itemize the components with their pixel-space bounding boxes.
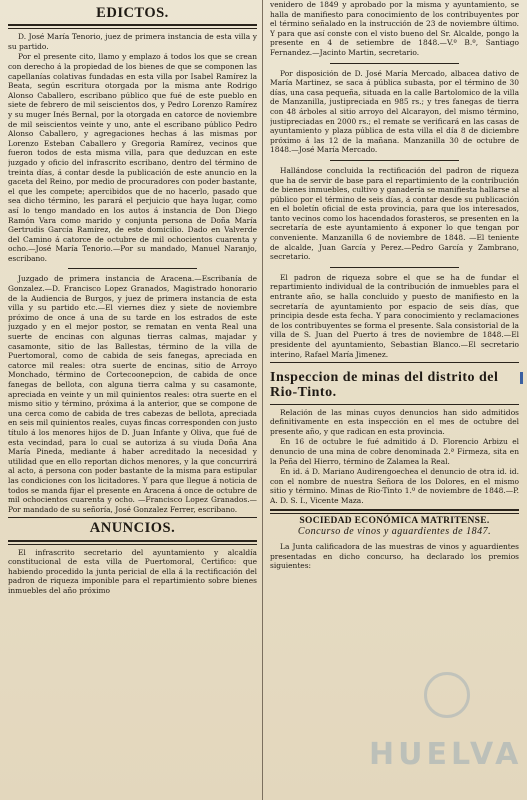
anuncio-1-body: El infrascrito secretario del ayuntamiento y alcaldía constitucional de esta villa de Puertomoral, Certifico: que habiendo procedido la junta pericial de ella á la rectificación del padron de riqueza imponible para el repartimiento sobre bienes inmuebles del año próximo [8,547,257,595]
section-rule [8,517,257,518]
edicto-1-body: Por el presente cito, llamo y emplazo á todos los que se crean con derecho á la propiedad de los bienes de que se componen las capellanías colativas fundadas en esta villa por Isabel Ramírez la Beata, según escritura otorgada por la misma ante Rodrigo Alonso Caballero, escribano público que fué de este pueblo en siete de febrero de mil seiscientos dos, y Pedro Lorenzo Ramírez y su muger Inés Bernal, por la otorgada en catorce de noviembre de mil seiscientos veinte y uno, ante el escribano público Pedro Alonso Caballero, y agregaciones hechas á las mismas por Lorenzo Esteban Caballero y Gregoria Ramírez, vecinos que fueron todos de esta misma villa, para que deduzcan en este juzgado y oficio del infrascrito escribano, dentro del término de treinta días, á contar desde la publicación de este anuncio en la gaceta del Reino, por medio de procuradores con poder bastante, el que les compete; apercibidos que de no hacerlo, pasado que sea dicho término, les parará el perjuicio que haya lugar, como así lo tengo mandado en los autos á instancia de Don Diego Ramón Vara como marido y conjunta persona de Doña María Gertrudis García Ramírez, de este domicilio. Dado en Valverde del Camino á catorce de octubre de mil ochocientos cuarenta y ocho.—José María Tenorio.—Por su mandado, Manuel Naranjo, escribano. [8,52,257,263]
right-column [270,0,523,800]
minas-entry-2: En id. á D. Mariano Audirengoechea el denuncio de otra id. id. con el nombre de nuestra Señora de los Dolores, en el mismo sitio y término. Minas de Rio-Tinto 1.º de noviembre de 1848.—P. A. D. S. I., Vicente Maza. [270,467,519,505]
heading-rule [270,404,519,405]
left-column [8,0,257,800]
anuncio-1-continuation: venidero de 1849 y aprobado por la misma y ayuntamiento, se halla de manifiesto para conocimiento de los contribuyentes por el término señalado en la instrucción de 23 de noviembre último. Y para que así conste con el visto bueno del Sr. Alcalde, pongo la presente en 4 de setiembre de 1848.—V.º B.º, Santiago Fernandez.—Jacinto Martin, secretario. [270,0,519,57]
padron-notice-manzanilla: Hallándose concluida la rectificación del padron de riqueza que ha de servir de base para el repartimiento de la contribución de bienes inmuebles, cultivo y ganadería se manifiesta hallarse al público por el término de seis días, á contar desde su publicación en el boletín oficial de esta provincia, para que los interesados, tanto vecinos como los hacendados forasteros, se presenten en la secretaría de este ayuntamiento á exponer lo que tengan por conveniente. Manzanilla 6 de noviembre de 1848. —El teniente de alcalde, Juan García y Perez.—Pedro García y Zambrano, secretario. [270,165,519,262]
minas-entry-1: En 16 de octubre le fué admitido á D. Florencio Arbizu el denuncio de una mina de cobre denominada 2.ª Firmeza, sita en la Peña del Hierro, término de Zalamea la Real. [270,437,519,466]
mercado-notice: Por disposición de D. José María Mercado, albacea dativo de María Martinez, se saca á pública subasta, por el término de 30 días, una casa pequeña, situada en la calle Bartolomico de la villa de Manzanilla, justipreciada en 985 rs.; y tres fanegas de tierra con 48 árboles al sitio arroyo del Alcarayon, del mismo término, justipreciadas en 2000 rs.; el remate se verificará en las casas de ayuntamiento y plaza pública de esta villa el día 8 de diciembre próximo á las 12 de la mañana. Manzanilla 30 de octubre de 1848.—José María Mercado. [270,68,519,155]
padron-notice-san-juan: El padron de riqueza sobre el que se ha de fundar el repartimiento individual de la contribución de inmuebles para el entrante año, se halla concluido y puesto de manifiesto en la secretaría de ayuntamiento por espacio de seis días, que principia desde esta fecha. Y para conocimiento y reclamaciones de los contribuyentes se forma el presente. Sala consistorial de la villa de S. Juan del Puerto á tres de noviembre de 1848.—El presidente del ayuntamiento, Sebastian Blanco.—El secretario interino, Rafael María Jimenez. [270,272,519,359]
heading-rule [8,24,257,29]
edicto-2-body: Juzgado de primera instancia de Aracena.—Escribanía de Gonzalez.—D. Francisco Lopez Granados, Magistrado honorario de la Audiencia de Burgos, y juez de primera instancia de esta villa y su partido etc.—El viernes diez y siete de noviembre próximo de once á una de su tarde en los estrados de este juzgado y en el mejor postor, se rematan en venta Real una suerte de encinas con algunas tierras calmas, majadar y casamonte, sitio de las Ballestas, término de la villa de Puertomoral, como de cabida de seis fanegas, apreciada en catorce mil reales: otra suerte de encinas, sitio de Arroyo Monchado, término de Cortecoonepcion, de cabida de once fanegas de bellota, con alguna tierra calma y su casamonte, apreciada en veinte y un mil quinientos reales: otra suerte en el mismo sitio y término, próxima á la anterior, que se compone de una cerca como de cabida de tres cabezas de bellota, apreciada en seis mil quinientos reales, cuyas fincas corresponden con justo título á los menores hijos de D. Juan Infante y Oliva, que fué de esta vecindad, para lo cual se autoriza á su viuda Doña Ana María Pineda, mediante á haber acreditado la necesidad y utilidad que en ello reportan dichos menores, y la que concurrirá al acto, á persona con poder bastante de la misma para estipular las condiciones con los licitadores. Y para que llegue á noticia de todos se manda fijar el presente en Aracena á once de octubre de mil ochocientos cuarenta y ocho. —Francisco Lopez Granados.—Por mandado de su señoría, José Gonzalez Ferrer, escribano. [8,274,257,514]
margin-mark [520,372,523,384]
section-rule [270,362,519,363]
minas-intro: Relación de las minas cuyos denuncios han sido admitidos definitivamente en esta inspección en el mes de octubre del presente año, y que radican en esta provincia. [270,407,519,436]
separator-rule [330,63,459,64]
heading-sociedad: SOCIEDAD ECONÓMICA MATRITENSE. [299,515,490,526]
heading-minas: Inspeccion de minas del distrito del Rio-Tinto. [270,370,499,400]
separator-rule [330,267,459,268]
separator-rule [330,160,459,161]
separator-rule [68,268,197,269]
watermark-text: HUELVA [369,737,523,772]
section-rule [270,509,519,514]
heading-rule [8,540,257,545]
column-divider [262,0,263,800]
subheading-concurso: Concurso de vinos y aguardientes de 1847. [297,526,492,538]
sociedad-body: La Junta calificadora de las muestras de vinos y aguardientes presentadas en dicho concurso, ha declarado los premios siguientes: [270,541,519,571]
edicto-1-title: D. José María Tenorio, juez de primera instancia de esta villa y su partido. [8,32,257,51]
heading-anuncios: ANUNCIOS. [89,520,176,537]
heading-edictos: EDICTOS. [96,5,169,21]
